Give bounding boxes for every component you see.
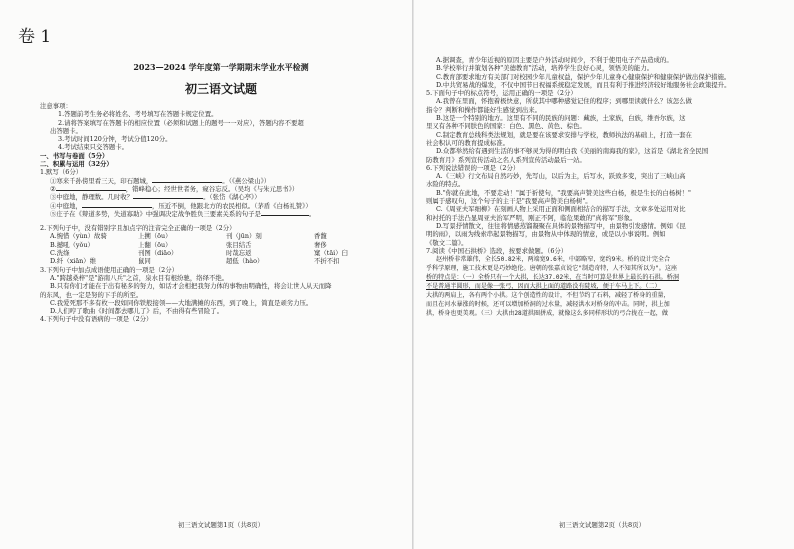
dictation-item xyxy=(40,202,402,210)
text-line: C.教育部要求地方有关部门对校园少年儿童权益，保护少年儿童身心健康保护和健康保护做出保护措施。 xyxy=(436,72,731,81)
dictation-text: 。 xyxy=(308,209,316,218)
option-cell: 时哉忘返 xyxy=(226,249,252,258)
option-cell: 刊（jūn）刻 xyxy=(226,232,262,241)
passage-line: 而且在河水暴涨的时候，还可以增加桥洞的过水量，减轻洪水对桥身的冲击。同时，拱上加 xyxy=(426,301,670,309)
passage-line: 拱，桥身也更美观。（三）大拱由28道拱圈拼成，就像这么多同样形状的弓合拢在一起，做 xyxy=(426,310,668,318)
dictation-text: ，错峰稳心；经世世者务，窥谷忘反。（吴均《与朱元思书》） xyxy=(125,184,299,193)
notice-line: 出答题卡。 xyxy=(50,126,82,135)
answer-blank xyxy=(56,185,126,191)
answer-blank xyxy=(82,202,152,208)
text-line: C.制定教育总线科类法规划，就是要在该要求安排与学校，教师执法的基础上，打造一套在 xyxy=(436,130,692,139)
option-cell: 上搠（ōu） xyxy=(138,232,172,241)
option-cell: C.洗绦 xyxy=(50,249,70,258)
option-cell: 张目结舌 xyxy=(226,240,252,249)
text-line: 和衬托的手法凸显周亚夫治军严明，刚正不阿，临危果敢的"真将军"形象。 xyxy=(426,213,637,222)
option-row xyxy=(40,232,402,240)
dictation-text: ② xyxy=(50,184,56,193)
notice-line: 2.请将答案填写在答题卡的相应位置（必须和试题上的题号一一对应），答题内容不要超 xyxy=(58,118,304,127)
exam-subtitle: 初三语文试题 xyxy=(184,82,257,96)
option-cell: 上翻（ōu） xyxy=(138,240,172,249)
option-cell: 窠（tāi）臼 xyxy=(314,249,348,258)
page-2-body xyxy=(426,56,778,318)
text-line: A.据调查，青少年近视的原因主要是户外活动时间少，不利于使用电子产品造成的。 xyxy=(436,56,673,64)
option-row xyxy=(40,257,402,265)
page-1 xyxy=(40,0,402,549)
dictation-text: ③中庭地，静理数。几时收？ xyxy=(50,193,134,202)
text-line: D.众都举然给有遇到生活的事不够灵为得的明白我《美丽的南海我的家》，这首是《湖北省全民国 xyxy=(436,147,709,156)
text-line: 里又有各种不同肤色的国家：白色、黑色、黄色、棕色。 xyxy=(426,122,586,131)
notice-line: 3.考试时间120分钟，考试分值120分。 xyxy=(58,135,172,144)
passage-line: 赵州桥非常雄伟，全长50.82米，两端宽9.6米，中部略窄，宽约9米。桥的设计完全合 xyxy=(436,256,671,264)
option-line: 的东风，也一定是努的下手的所至。 xyxy=(40,290,143,299)
passage-line: 桥的特点是：（一）全桥只有一个大拱，长达37.02米，在当时可算是世界上最长的石拱。桥洞 xyxy=(426,274,679,282)
option-line: D.人们哼了歌曲《时间都去哪儿了》后，不由得有些冒险了。 xyxy=(50,307,224,316)
text-line: B."你就在此地，不要走动！"属于祈使句，"我要高声赞美这些白杨，极是生长的白杨树！" xyxy=(436,188,691,197)
dictation-text: ①寒来千孙傍里看三天，印石题城， xyxy=(50,176,153,185)
passage-line: 乎科学原理，施工技术更是巧妙绝伦。唐朝的张嘉贞说它"制造奇特，人不知其所以为"。这座 xyxy=(426,265,678,273)
question-2: 2.下列句子中，没有错别字且加点字的注音完全正确的一项是（2分） xyxy=(40,224,236,233)
dictation-item xyxy=(40,193,402,201)
text-line: 水险的特点。 xyxy=(426,180,465,189)
option-cell: A.惋惜（yùn）故骑 xyxy=(50,232,107,241)
option-cell: B.撼吼（yǒu） xyxy=(50,240,94,249)
option-line: C.我爱死那不多有枚一段如同你铁般接领——大地满摊的东西，到了晚上，简直是顽劣力压。 xyxy=(50,298,313,307)
text-line: 明的雨》，以雨为线索串起景物描写，由景物从中体现的情意，或是以小事说明。例如 xyxy=(426,230,666,239)
dictation-text: 。（张岱《湖心亭》） xyxy=(203,193,261,202)
option-cell: 奢侈 xyxy=(314,240,327,249)
dictation-text: ，压近不倒，他跟北方的农民相似。（茅盾《白杨礼赞》） xyxy=(151,201,312,210)
answer-blank xyxy=(261,210,309,216)
page-1-body xyxy=(40,102,402,324)
dictation-item xyxy=(40,210,402,218)
dictation-text: ⑤庄子在《辩道多势，失道寡助》中强调决定战争胜负三要素关系的句子是 xyxy=(50,209,261,218)
page-2 xyxy=(426,0,778,549)
section-heading: 二、积累与运用（32分） xyxy=(40,160,113,169)
question-4: 4.下列句子中没有语病的一项是（2分） xyxy=(40,315,153,324)
text-line: A.我曾在里面，怀抱着极快意，所获其中哪种感觉记住的程序；到哪里读就什么？该怎么做 xyxy=(436,97,692,106)
notice-line: 1.答题前考生务必将姓名、考号填写在答题卡规定位置。 xyxy=(58,110,218,119)
text-line: C.《周亚夫军细柳》在刻画人物上采用正面和侧面相结合的描写手法，文章多处运用对比 xyxy=(436,205,686,214)
option-cell: 刊图（diāo） xyxy=(138,249,178,258)
option-line: B.只有你们才能在于出有秘多的努力，如话才会相把我努力体的事物由明确性，将会让世人从天而降 xyxy=(50,282,332,291)
option-line: A."跨越桑梓"是"游南八兵"之首，泉水目有根纷驰，络绎不绝。 xyxy=(50,273,229,282)
notice-line: 4.考试结束只交答题卡。 xyxy=(58,143,129,152)
text-line: B.学校举行并策划各种"美德教育"活动，培养学生良好心灵，领悟美的能力。 xyxy=(436,64,654,73)
notice-heading: 注意事项： xyxy=(40,102,72,110)
option-row xyxy=(40,241,402,249)
passage-line: 大拱的两肩上，各有两个小拱。这个创造性的设计，不但节约了石料，减轻了桥身的重量， xyxy=(426,292,670,300)
exam-title: 2023—2024 学年度第一学期期末学业水平检测 xyxy=(133,62,309,72)
text-line: 社会积认可的教育提成标准。 xyxy=(426,138,510,147)
dictation-text: ④中庭地， xyxy=(50,201,82,210)
page-footer: 初三语文试题第2页（共8页） xyxy=(558,521,646,529)
sheet-label: 卷 1 xyxy=(18,27,52,47)
option-cell: 香馥 xyxy=(314,232,327,241)
text-line: 《敬文二篇》。 xyxy=(426,238,468,247)
section-heading: 一、书写与卷面（5分） xyxy=(40,151,109,160)
dictation-text: 。（《燕公梁山》） xyxy=(222,176,271,185)
option-cell: D.纤（xiān）维 xyxy=(50,257,97,266)
answer-blank xyxy=(133,193,203,199)
text-line: D.写景抒情散文，往往将情感蒸馏凝聚在具体的景物描写中，由景物引发感情。例如《昆 xyxy=(436,221,686,230)
text-line: D.中共贸易战的爆发，不仅中国节日祝福系统稳定发展，而且有利于推进经济较好地服务社会政策提升。 xyxy=(436,80,731,89)
passage-line: 不是普通半圆形，而是像一张弓，因而大拱上面的道路没有陡坡，便于车马上下。（二） xyxy=(426,283,661,291)
question-3: 3.下列句子中加点成语使用正确的一项是（2分） xyxy=(40,265,178,274)
text-line: B.这是一个特别的地方。这里有不同的民族的问题：藏族，土家族，白族，维吾尔族，这 xyxy=(436,114,686,123)
answer-blank xyxy=(152,177,222,183)
text-line: 防教育月》系列宣传活动之名人系列宣传活动最后一站。 xyxy=(426,155,586,164)
page-fold xyxy=(412,0,414,549)
question-1: 1.默写（6分） xyxy=(40,168,83,177)
dictation-item xyxy=(40,177,402,185)
question-5: 5.下面句子中的标点符号，运用正确的一项是（2分） xyxy=(426,89,577,98)
text-line: 指令？判断和操作都能好生感觉到出来。 xyxy=(426,105,542,114)
text-line: A.《三峡》行文布局自然巧妙，先写山，以后为主，后写水，跃致多变，突出了三峡山高 xyxy=(436,172,686,181)
question-7: 7.阅读《中国石拱桥》选段，按要求做题。（6分） xyxy=(426,246,568,255)
page-footer: 初三语文试题第1页（共8页） xyxy=(177,521,265,529)
text-line: 则属于感叹句，这个句子的主干是"我要高声赞美白杨树"。 xyxy=(426,197,592,206)
option-cell: 鼠同 xyxy=(138,257,151,266)
option-cell: 超低（hào） xyxy=(226,257,264,266)
option-cell: 不折不扣 xyxy=(314,257,340,266)
dictation-item xyxy=(40,185,402,193)
question-6: 6.下列说法错误的一项是（2分） xyxy=(426,163,520,172)
